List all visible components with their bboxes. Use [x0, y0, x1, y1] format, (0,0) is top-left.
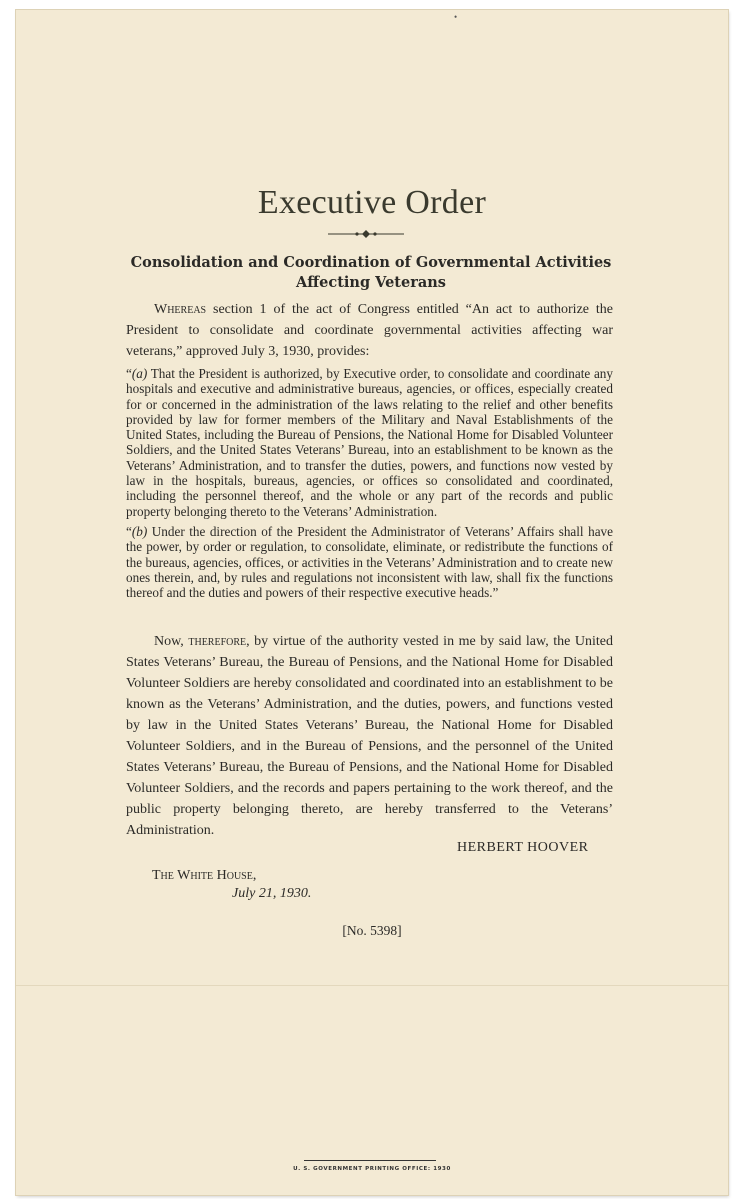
- date-line: July 21, 1930.: [232, 886, 312, 901]
- whereas-lead: Whereas: [154, 302, 207, 317]
- whereas-text: section 1 of the act of Congress entitled “An act to authorize the President to consolidate and coordinate governmental activities affecting war veterans,” approved July 3, 1930, provides:: [126, 302, 613, 359]
- quote-a-text: That the President is authorized, by Executive order, to consolidate and coordinate any hospitals and executive and administrative bureaus, agencies, or offices, especially created for or concerned in the administration of the laws relating to the relief and other benefits provided by law for former members of the Military and Naval Establishments of the United States, including the Bureau of Pensions, the National Home for Disabled Volunteer Soldiers, and the United States Veterans’ Bureau, into an establishment to be known as the Veterans’ Administration, and to transfer the duties, powers, and functions now vested by law in the hospitals, bureaus, agencies, or offices so consolidated and coordinated, including the personnel thereof, and the whole or any part of the records and public property belonging thereto to the Veterans’ Administration.: [126, 366, 613, 519]
- place-line: The White House,: [152, 868, 257, 883]
- subtitle-line-2: Affecting Veterans: [296, 274, 446, 291]
- document-title: Executive Order: [257, 184, 487, 221]
- fold-crease: [16, 985, 728, 986]
- therefore-text: , by virtue of the authority vested in me by said law, the United States Veterans’ Bureau, the Bureau of Pensions, and the National Home for Disabled Volunteer Soldiers are hereby consolidated and coordinated into an establishment to be known as the Veterans’ Administration, and the duties, powers, and functions vested by law in the United States Veterans’ Bureau, the National Home for Disabled Volunteer Soldiers, and in the Bureau of Pensions, and the personnel of the United States Veterans’ Bureau, the Bureau of Pensions, and the National Home for Disabled Volunteer Soldiers, and the records and papers pertaining to the work thereof, and the public property belonging thereto, are hereby transferred to the Veterans’ Administration.: [126, 634, 613, 838]
- document-subtitle: [106, 253, 636, 293]
- printer-imprint: U. S. GOVERNMENT PRINTING OFFICE: 1930: [293, 1166, 451, 1172]
- printer-rule: [304, 1160, 436, 1161]
- ink-dot: •: [454, 12, 458, 22]
- ornament-divider-icon: [328, 229, 404, 239]
- quote-b-label: (b): [131, 524, 148, 539]
- quote-b-paragraph: [126, 524, 613, 600]
- whereas-paragraph: [126, 299, 613, 362]
- quote-b-open: “: [126, 524, 132, 539]
- quote-a-paragraph: [126, 366, 613, 519]
- order-number: [No. 5398]: [342, 923, 402, 938]
- subtitle-line-1: Consolidation and Coordination of Governmental Activities: [130, 254, 612, 271]
- quote-b-text: Under the direction of the President the Administrator of Veterans’ Affairs shall have the power, by order or regulation, to consolidate, eliminate, or redistribute the functions of the bureaus, agencies, offices, or activities in the Veterans’ Administration and to create new ones therein, and, by rules and regulations not inconsistent with law, shall fix the functions thereof and the duties and powers of their respective executive heads.”: [126, 524, 613, 601]
- quote-a-label: (a): [131, 366, 148, 381]
- signature: HERBERT HOOVER: [457, 840, 589, 855]
- therefore-lead: Now,: [154, 634, 184, 649]
- quote-a-open: “: [126, 366, 132, 381]
- document-page: [16, 10, 728, 1195]
- therefore-paragraph: [126, 631, 613, 841]
- therefore-smallcaps: therefore: [188, 634, 247, 649]
